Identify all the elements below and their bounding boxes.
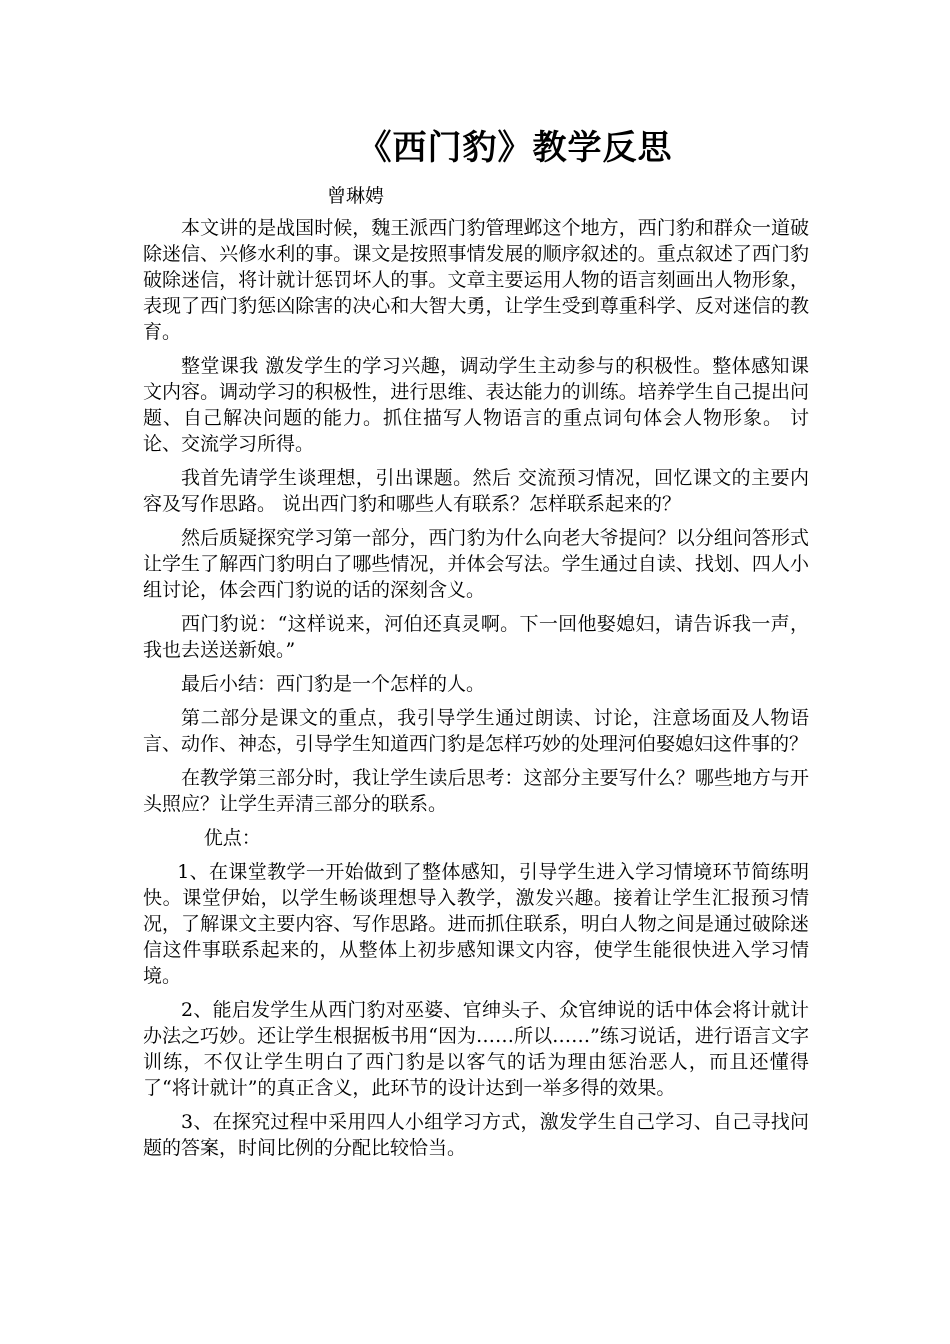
document-title: 《西门豹》教学反思 bbox=[357, 128, 673, 168]
body-paragraph: 整堂课我 激发学生的学习兴趣，调动学生主动参与的积极性。整体感知课文内容。调动学习的积极性，进行思维、表达能力的训练。培养学生自己提出问题、自己解决问题的能力。抓住描写人物语言的重点词句体会人物形象。 讨论、交流学习所得。 bbox=[143, 355, 809, 455]
body-paragraph: 我首先请学生谈理想，引出课题。然后 交流预习情况，回忆课文的主要内容及写作思路。 说出西门豹和哪些人有联系？怎样联系起来的？ bbox=[143, 467, 809, 515]
body-paragraph: 最后小结：西门豹是一个怎样的人。 bbox=[181, 673, 486, 695]
author-name: 曾琳娉 bbox=[327, 185, 385, 207]
advantages-heading: 优点： bbox=[203, 827, 261, 849]
advantage-item: 1、在课堂教学一开始做到了整体感知，引导学生进入学习情境环节简练明快。课堂伊始，以学生畅谈理想导入教学，激发兴趣。接着让学生汇报预习情况，了解课文主要内容、写作思路。进而抓住联系，明白人物之间是通过破除迷信这件事联系起来的，从整体上初步感知课文内容，使学生能很快进入学习情境。 bbox=[143, 861, 809, 987]
advantage-item: 2、能启发学生从西门豹对巫婆、官绅头子、众官绅说的话中体会将计就计办法之巧妙。还让学生根据板书用“因为……所以……”练习说话，进行语言文字训练，不仅让学生明白了西门豹是以客气的话为理由惩治恶人，而且还懂得了“将计就计”的真正含义，此环节的设计达到一举多得的效果。 bbox=[143, 999, 809, 1099]
body-paragraph: 本文讲的是战国时候，魏王派西门豹管理邺这个地方，西门豹和群众一道破除迷信、兴修水利的事。课文是按照事情发展的顺序叙述的。重点叙述了西门豹破除迷信，将计就计惩罚坏人的事。文章主要运用人物的语言刻画出人物形象，表现了西门豹惩凶除害的决心和大智大勇，让学生受到尊重科学、反对迷信的教育。 bbox=[143, 217, 809, 343]
document-body bbox=[143, 215, 809, 1169]
advantage-item: 3、在探究过程中采用四人小组学习方式，激发学生自己学习、自己寻找问题的答案，时间比例的分配比较恰当。 bbox=[143, 1111, 809, 1159]
body-paragraph: 在教学第三部分时，我让学生读后思考：这部分主要写什么？哪些地方与开头照应？让学生弄清三部分的联系。 bbox=[143, 767, 809, 815]
body-paragraph: 西门豹说：“这样说来，河伯还真灵啊。下一回他娶媳妇，请告诉我一声，我也去送送新娘。” bbox=[143, 613, 809, 661]
body-paragraph: 然后质疑探究学习第一部分，西门豹为什么向老大爷提问？以分组问答形式让学生了解西门豹明白了哪些情况，并体会写法。学生通过自读、找划、四人小组讨论，体会西门豹说的话的深刻含义。 bbox=[143, 527, 809, 601]
body-paragraph: 第二部分是课文的重点，我引导学生通过朗读、讨论，注意场面及人物语言、动作、神态，引导学生知道西门豹是怎样巧妙的处理河伯娶媳妇这件事的？ bbox=[143, 707, 809, 755]
